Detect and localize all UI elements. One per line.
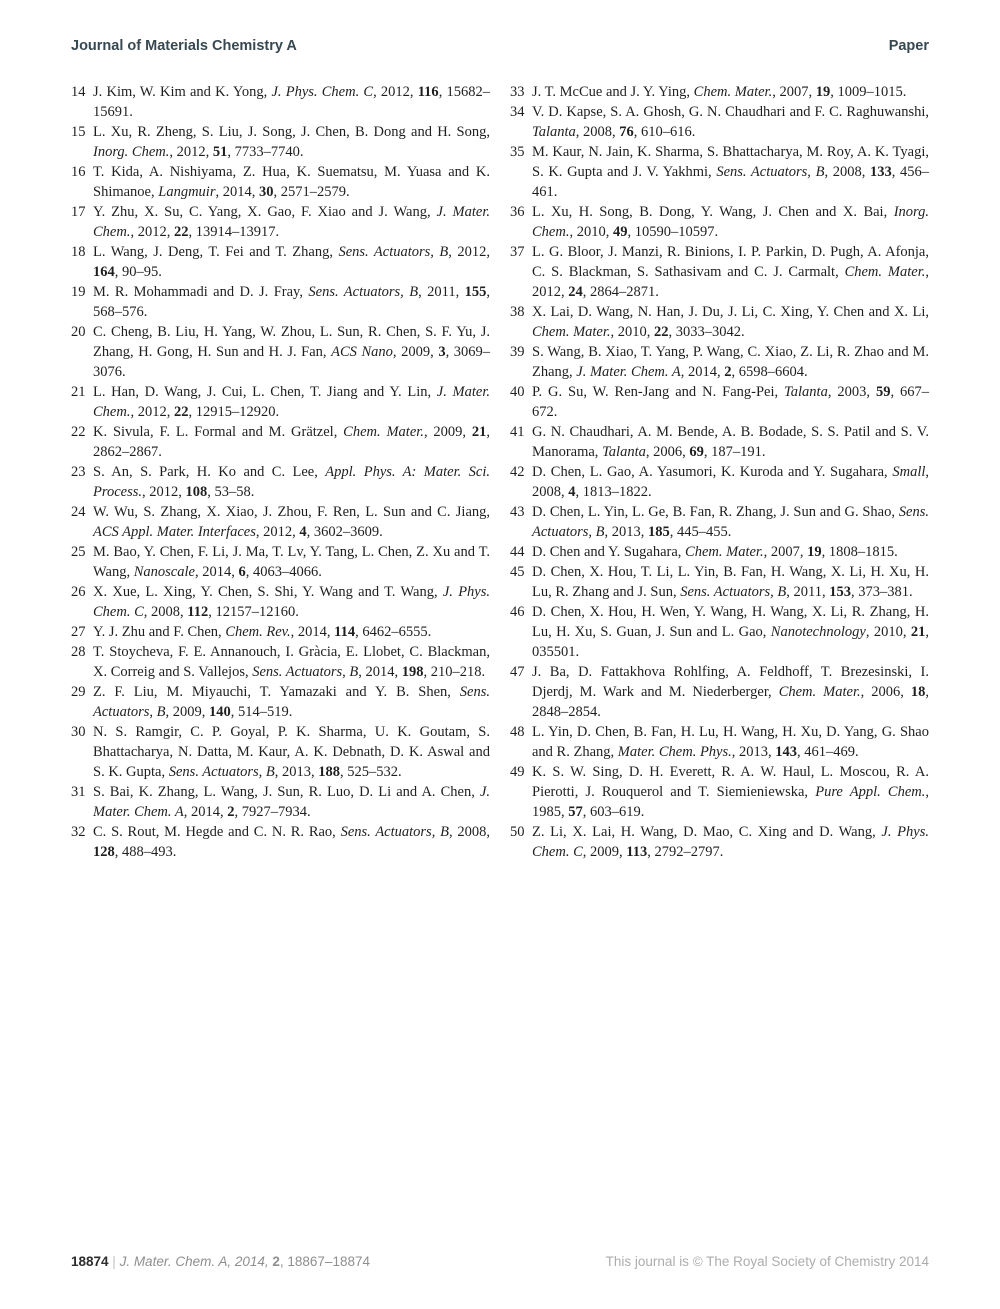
- reference-item: [510, 602, 929, 662]
- text-segment: , 6598–6604.: [731, 364, 808, 380]
- text-segment: 22: [173, 404, 189, 420]
- text-segment: 198: [401, 664, 424, 680]
- text-segment: Chem. Rev.: [225, 624, 291, 640]
- text-segment: P. G. Su, W. Ren-Jang and N. Fang-Pei,: [532, 384, 785, 400]
- text-segment: , 1009–1015.: [830, 84, 907, 100]
- text-segment: , 2008,: [532, 464, 929, 500]
- text-segment: J. Mater. Chem.: [93, 384, 490, 420]
- reference-item: [71, 322, 490, 382]
- reference-number: 39: [510, 344, 525, 360]
- reference-number: 20: [71, 324, 86, 340]
- text-segment: , 461–469.: [797, 744, 859, 760]
- reference-number: 48: [510, 724, 525, 740]
- text-segment: C. S. Rout, M. Hegde and C. N. R. Rao,: [93, 824, 341, 840]
- text-segment: , 2792–2797.: [647, 844, 724, 860]
- text-segment: , 3602–3609.: [306, 524, 383, 540]
- text-segment: 49: [612, 224, 628, 240]
- text-segment: 164: [93, 264, 115, 280]
- text-segment: , 7733–7740.: [227, 144, 304, 160]
- reference-number: 45: [510, 564, 525, 580]
- reference-number: 29: [71, 684, 86, 700]
- text-segment: Sens. Actuators, B: [716, 164, 825, 180]
- text-segment: , 1985,: [532, 784, 929, 820]
- text-segment: Chem. Mater.: [343, 424, 424, 440]
- text-segment: 22: [654, 324, 669, 340]
- reference-number: 38: [510, 304, 525, 320]
- text-segment: 19: [807, 544, 822, 560]
- text-segment: , 2012,: [532, 264, 929, 300]
- text-segment: 19: [815, 84, 831, 100]
- text-segment: , 2012,: [255, 524, 300, 540]
- text-segment: , 10590–10597.: [627, 224, 719, 240]
- reference-item: [71, 242, 490, 282]
- reference-item: [71, 122, 490, 162]
- footer-citation: [71, 1254, 370, 1269]
- text-segment: 18: [910, 684, 926, 700]
- references-column-right: [510, 82, 929, 862]
- text-segment: W. Wu, S. Zhang, X. Xiao, J. Zhou, F. Ren, L. Sun and C. Jiang,: [93, 504, 490, 520]
- text-segment: 2: [227, 804, 235, 820]
- text-segment: Nanoscale: [133, 564, 195, 580]
- text-segment: 30: [258, 184, 274, 200]
- reference-number: 18: [71, 244, 86, 260]
- text-segment: 59: [875, 384, 891, 400]
- text-segment: , 2008,: [575, 124, 620, 140]
- text-segment: Z. Li, X. Lai, H. Wang, D. Mao, C. Xing and D. Wang,: [532, 824, 882, 840]
- text-segment: Talanta: [532, 124, 576, 140]
- reference-item: [510, 242, 929, 302]
- reference-item: [510, 102, 929, 142]
- text-segment: J. Ba, D. Fattakhova Rohlfing, A. Feldhoff, T. Brezesinski, I. Djerdj, M. Wark and M. Niederberger,: [532, 664, 929, 700]
- text-segment: , 2010,: [610, 324, 655, 340]
- text-segment: ACS Appl. Mater. Interfaces: [93, 524, 256, 540]
- text-segment: , 2010,: [569, 224, 613, 240]
- text-segment: , 2012,: [448, 244, 491, 260]
- reference-number: 23: [71, 464, 86, 480]
- text-segment: , 4063–4066.: [245, 564, 322, 580]
- text-segment: J. Mater. Chem.: [93, 204, 490, 240]
- text-segment: Chem. Mater.: [693, 84, 773, 100]
- text-segment: 22: [173, 224, 189, 240]
- text-segment: 51: [212, 144, 228, 160]
- text-segment: , 2009,: [423, 424, 472, 440]
- text-segment: Sens. Actuators, B: [340, 824, 449, 840]
- reference-item: [510, 342, 929, 382]
- reference-item: [71, 82, 490, 122]
- text-segment: K. Sivula, F. L. Formal and M. Grätzel,: [93, 424, 344, 440]
- reference-item: [71, 822, 490, 862]
- text-segment: Mater. Chem. Phys.: [617, 744, 732, 760]
- text-segment: 153: [829, 584, 851, 600]
- reference-number: 19: [71, 284, 86, 300]
- text-segment: , 2014,: [183, 804, 228, 820]
- text-segment: S. Bai, K. Zhang, L. Wang, J. Sun, R. Luo, D. Li and A. Chen,: [93, 784, 480, 800]
- reference-item: [71, 202, 490, 242]
- text-segment: , 3069–3076.: [93, 344, 491, 380]
- reference-item: [71, 682, 490, 722]
- text-segment: , 2009,: [165, 704, 209, 720]
- text-segment: 2: [724, 364, 732, 380]
- reference-item: [71, 462, 490, 502]
- reference-item: [510, 142, 929, 202]
- reference-number: 49: [510, 764, 525, 780]
- text-segment: Nanotechnology: [770, 624, 866, 640]
- text-segment: M. R. Mohammadi and D. J. Fray,: [93, 284, 309, 300]
- text-segment: Talanta: [784, 384, 828, 400]
- text-segment: Sens. Actuators, B: [93, 684, 490, 720]
- text-segment: , 035501.: [532, 624, 929, 660]
- references-section: [71, 82, 929, 862]
- text-segment: , 1813–1822.: [575, 484, 652, 500]
- text-segment: D. Chen, L. Yin, L. Ge, B. Fan, R. Zhang, J. Sun and G. Shao,: [532, 504, 899, 520]
- text-segment: J. Phys. Chem. C: [532, 824, 929, 860]
- text-segment: L. G. Bloor, J. Manzi, R. Binions, I. P. Parkin, D. Pugh, A. Afonja, C. S. Blackman, S. Sathasivam and C. J. Carmalt,: [532, 244, 929, 280]
- text-segment: 143: [775, 744, 797, 760]
- reference-number: 47: [510, 664, 525, 680]
- reference-number: 36: [510, 204, 525, 220]
- text-segment: , 18867–18874: [279, 1254, 370, 1269]
- text-segment: , 667–672.: [532, 384, 930, 420]
- text-segment: , 2012,: [373, 84, 418, 100]
- reference-number: 35: [510, 144, 525, 160]
- reference-item: [510, 722, 929, 762]
- text-segment: D. Chen, X. Hou, H. Wen, Y. Wang, H. Wang, X. Li, R. Zhang, H. Lu, H. Xu, S. Guan, J. Sun and L. Gao,: [532, 604, 929, 640]
- reference-number: 50: [510, 824, 525, 840]
- text-segment: , 2010,: [865, 624, 911, 640]
- text-segment: Chem. Mater.: [844, 264, 926, 280]
- text-segment: 21: [910, 624, 926, 640]
- text-segment: , 15682–15691.: [93, 84, 491, 120]
- text-segment: , 2864–2871.: [582, 284, 659, 300]
- reference-item: [71, 162, 490, 202]
- text-segment: , 2003,: [827, 384, 876, 400]
- text-segment: L. Xu, H. Song, B. Dong, Y. Wang, J. Chen and X. Bai,: [532, 204, 894, 220]
- text-segment: , 2012,: [130, 404, 174, 420]
- text-segment: , 445–455.: [669, 524, 732, 540]
- text-segment: , 2013,: [731, 744, 776, 760]
- text-segment: T. Stoycheva, F. E. Annanouch, I. Gràcia, E. Llobet, C. Blackman, X. Correig and S. Vallejos,: [93, 644, 490, 680]
- text-segment: J. Mater. Chem. A: [93, 784, 490, 820]
- text-segment: Inorg. Chem.: [532, 204, 929, 240]
- text-segment: Y. J. Zhu and F. Chen,: [93, 624, 226, 640]
- reference-number: 41: [510, 424, 525, 440]
- reference-number: 21: [71, 384, 86, 400]
- text-segment: , 2014,: [680, 364, 725, 380]
- text-segment: 2: [272, 1254, 280, 1269]
- text-segment: S. Wang, B. Xiao, T. Yang, P. Wang, C. Xiao, Z. Li, R. Zhao and M. Zhang,: [532, 344, 929, 380]
- text-segment: 112: [187, 604, 209, 620]
- text-segment: , 2006,: [645, 444, 690, 460]
- reference-number: 40: [510, 384, 525, 400]
- text-segment: |: [108, 1254, 120, 1269]
- reference-item: [510, 422, 929, 462]
- text-segment: Sens. Actuators, B: [252, 664, 359, 680]
- reference-number: 14: [71, 84, 86, 100]
- text-segment: , 2012,: [142, 484, 186, 500]
- text-segment: , 2011,: [786, 584, 830, 600]
- text-segment: Z. F. Liu, M. Miyauchi, T. Yamazaki and Y. B. Shen,: [93, 684, 460, 700]
- text-segment: C. Cheng, B. Liu, H. Yang, W. Zhou, L. Sun, R. Chen, S. F. Yu, J. Zhang, H. Gong, H. Sun and H. J. Fan,: [93, 324, 490, 360]
- reference-number: 16: [71, 164, 86, 180]
- text-segment: J. T. McCue and J. Y. Ying,: [532, 84, 694, 100]
- text-segment: D. Chen, X. Hou, T. Li, L. Yin, B. Fan, H. Wang, X. Li, H. Xu, H. Lu, R. Zhang and J. Sun,: [532, 564, 929, 600]
- text-segment: Chem. Mater.: [532, 324, 611, 340]
- text-segment: 18874: [71, 1254, 109, 1269]
- reference-item: [510, 762, 929, 822]
- text-segment: , 2862–2867.: [93, 424, 490, 460]
- text-segment: , 2848–2854.: [532, 684, 930, 720]
- text-segment: , 2009,: [392, 344, 439, 360]
- reference-number: 17: [71, 204, 86, 220]
- reference-item: [71, 622, 490, 642]
- reference-number: 28: [71, 644, 86, 660]
- text-segment: 155: [464, 284, 487, 300]
- text-segment: Chem. Mater.: [778, 684, 861, 700]
- text-segment: , 525–532.: [340, 764, 402, 780]
- reference-item: [71, 642, 490, 682]
- text-segment: , 2011,: [418, 284, 465, 300]
- text-segment: , 2013,: [274, 764, 319, 780]
- text-segment: 69: [689, 444, 704, 460]
- reference-item: [510, 462, 929, 502]
- text-segment: K. S. W. Sing, D. H. Everett, R. A. W. Haul, L. Moscou, R. A. Pierotti, J. Rouquerol and T. Siemieniewska,: [532, 764, 929, 800]
- text-segment: 114: [334, 624, 356, 640]
- text-segment: S. An, S. Park, H. Ko and C. Lee,: [93, 464, 326, 480]
- text-segment: , 53–58.: [207, 484, 255, 500]
- text-segment: L. Han, D. Wang, J. Cui, L. Chen, T. Jiang and Y. Lin,: [93, 384, 437, 400]
- text-segment: , 514–519.: [230, 704, 293, 720]
- references-column-left: [71, 82, 490, 862]
- text-segment: Inorg. Chem.: [93, 144, 170, 160]
- text-segment: , 2014,: [290, 624, 335, 640]
- reference-item: [71, 282, 490, 322]
- reference-item: [510, 662, 929, 722]
- text-segment: 133: [870, 164, 892, 180]
- reference-number: 34: [510, 104, 525, 120]
- reference-item: [71, 722, 490, 782]
- reference-item: [71, 382, 490, 422]
- text-segment: , 2014,: [215, 184, 259, 200]
- text-segment: , 7927–7934.: [234, 804, 311, 820]
- text-segment: Sens. Actuators, B: [308, 284, 419, 300]
- reference-item: [510, 562, 929, 602]
- reference-item: [510, 822, 929, 862]
- reference-number: 24: [71, 504, 86, 520]
- text-segment: L. Yin, D. Chen, B. Fan, H. Lu, H. Wang, H. Xu, D. Yang, G. Shao and R. Zhang,: [532, 724, 929, 760]
- reference-number: 46: [510, 604, 525, 620]
- text-segment: J. Mater. Chem. A: [576, 364, 681, 380]
- text-segment: , 2007,: [763, 544, 808, 560]
- text-segment: J. Mater. Chem. A, 2014,: [119, 1254, 273, 1269]
- text-segment: , 373–381.: [851, 584, 913, 600]
- text-segment: Chem. Mater.: [685, 544, 764, 560]
- text-segment: M. Bao, Y. Chen, F. Li, J. Ma, T. Lv, Y. Tang, L. Chen, Z. Xu and T. Wang,: [93, 544, 490, 580]
- text-segment: , 568–576.: [93, 284, 491, 320]
- text-segment: V. D. Kapse, S. A. Ghosh, G. N. Chaudhari and F. C. Raghuwanshi,: [532, 104, 929, 120]
- reference-item: [510, 302, 929, 342]
- reference-item: [510, 502, 929, 542]
- reference-item: [71, 582, 490, 622]
- text-segment: D. Chen and Y. Sugahara,: [532, 544, 686, 560]
- reference-item: [510, 382, 929, 422]
- text-segment: , 2014,: [358, 664, 402, 680]
- text-segment: , 12915–12920.: [188, 404, 280, 420]
- text-segment: Sens. Actuators, B: [168, 764, 275, 780]
- reference-item: [71, 422, 490, 462]
- journal-title: Journal of Materials Chemistry A: [71, 38, 297, 54]
- text-segment: , 2008,: [448, 824, 490, 840]
- text-segment: 21: [471, 424, 487, 440]
- text-segment: L. Xu, R. Zheng, S. Liu, J. Song, J. Chen, B. Dong and H. Song,: [93, 124, 490, 140]
- text-segment: X. Lai, D. Wang, N. Han, J. Du, J. Li, C. Xing, Y. Chen and X. Li,: [532, 304, 929, 320]
- text-segment: , 2008,: [143, 604, 188, 620]
- text-segment: , 13914–13917.: [188, 224, 280, 240]
- text-segment: 108: [185, 484, 208, 500]
- text-segment: Small: [892, 464, 926, 480]
- text-segment: M. Kaur, N. Jain, K. Sharma, S. Bhattacharya, M. Roy, A. K. Tyagi, S. K. Gupta and J. V. Yakhmi,: [532, 144, 929, 180]
- reference-item: [510, 82, 929, 102]
- reference-number: 30: [71, 724, 86, 740]
- text-segment: Pure Appl. Chem.: [815, 784, 926, 800]
- text-segment: , 2012,: [169, 144, 213, 160]
- text-segment: Sens. Actuators, B: [680, 584, 787, 600]
- footer-copyright: This journal is © The Royal Society of Chemistry 2014: [605, 1254, 929, 1269]
- reference-number: 22: [71, 424, 86, 440]
- text-segment: D. Chen, L. Gao, A. Yasumori, K. Kuroda and Y. Sugahara,: [532, 464, 893, 480]
- reference-number: 25: [71, 544, 86, 560]
- text-segment: , 210–218.: [423, 664, 486, 680]
- text-segment: , 1808–1815.: [821, 544, 898, 560]
- text-segment: Y. Zhu, X. Su, C. Yang, X. Gao, F. Xiao and J. Wang,: [93, 204, 437, 220]
- text-segment: G. N. Chaudhari, A. M. Bende, A. B. Bodade, S. S. Patil and S. V. Manorama,: [532, 424, 929, 460]
- reference-item: [510, 542, 929, 562]
- text-segment: L. Wang, J. Deng, T. Fei and T. Zhang,: [93, 244, 339, 260]
- text-segment: 4: [568, 484, 576, 500]
- text-segment: 57: [568, 804, 583, 820]
- page-footer: [71, 1254, 929, 1269]
- text-segment: 116: [417, 84, 439, 100]
- text-segment: 128: [93, 844, 115, 860]
- text-segment: , 610–616.: [633, 124, 696, 140]
- text-segment: 140: [209, 704, 231, 720]
- article-type-label: Paper: [888, 38, 929, 54]
- text-segment: J. Phys. Chem. C: [93, 584, 491, 620]
- reference-number: 26: [71, 584, 86, 600]
- text-segment: 188: [318, 764, 341, 780]
- text-segment: 76: [619, 124, 634, 140]
- text-segment: Sens. Actuators, B: [338, 244, 449, 260]
- text-segment: N. S. Ramgir, C. P. Goyal, P. K. Sharma, U. K. Goutam, S. Bhattacharya, N. Datta, M. Kaur, A. K. Debnath, D. K. Aswal and S. K. Gupta,: [93, 724, 490, 780]
- text-segment: Talanta: [602, 444, 646, 460]
- text-segment: , 603–619.: [582, 804, 645, 820]
- text-segment: , 187–191.: [703, 444, 766, 460]
- reference-number: 43: [510, 504, 525, 520]
- text-segment: , 2009,: [582, 844, 627, 860]
- text-segment: 113: [626, 844, 648, 860]
- text-segment: , 2013,: [604, 524, 648, 540]
- text-segment: Appl. Phys. A: Mater. Sci. Process.: [93, 464, 490, 500]
- text-segment: , 2006,: [860, 684, 911, 700]
- text-segment: , 456–461.: [532, 164, 930, 200]
- text-segment: 24: [568, 284, 583, 300]
- reference-item: [510, 202, 929, 242]
- reference-number: 44: [510, 544, 525, 560]
- text-segment: , 6462–6555.: [355, 624, 432, 640]
- text-segment: Sens. Actuators, B: [532, 504, 929, 540]
- text-segment: 6: [238, 564, 246, 580]
- text-segment: Langmuir: [158, 184, 216, 200]
- text-segment: J. Kim, W. Kim and K. Yong,: [93, 84, 272, 100]
- reference-item: [71, 782, 490, 822]
- text-segment: ACS Nano: [331, 344, 393, 360]
- text-segment: , 2014,: [194, 564, 239, 580]
- text-segment: X. Xue, L. Xing, Y. Chen, S. Shi, Y. Wang and T. Wang,: [93, 584, 443, 600]
- reference-item: [71, 502, 490, 542]
- text-segment: , 3033–3042.: [668, 324, 745, 340]
- reference-number: 33: [510, 84, 525, 100]
- page-header: [71, 38, 929, 54]
- text-segment: 185: [648, 524, 670, 540]
- text-segment: , 2571–2579.: [273, 184, 350, 200]
- reference-number: 42: [510, 464, 525, 480]
- reference-number: 15: [71, 124, 86, 140]
- text-segment: , 2008,: [824, 164, 870, 180]
- reference-number: 27: [71, 624, 86, 640]
- text-segment: , 90–95.: [114, 264, 162, 280]
- reference-item: [71, 542, 490, 582]
- text-segment: , 12157–12160.: [208, 604, 299, 620]
- reference-number: 37: [510, 244, 525, 260]
- text-segment: 3: [438, 344, 446, 360]
- reference-number: 31: [71, 784, 86, 800]
- text-segment: 4: [299, 524, 307, 540]
- text-segment: J. Phys. Chem. C: [271, 84, 374, 100]
- reference-number: 32: [71, 824, 86, 840]
- text-segment: , 2007,: [772, 84, 816, 100]
- text-segment: , 2012,: [130, 224, 174, 240]
- text-segment: T. Kida, A. Nishiyama, Z. Hua, K. Suematsu, M. Yuasa and K. Shimanoe,: [93, 164, 490, 200]
- text-segment: , 488–493.: [114, 844, 177, 860]
